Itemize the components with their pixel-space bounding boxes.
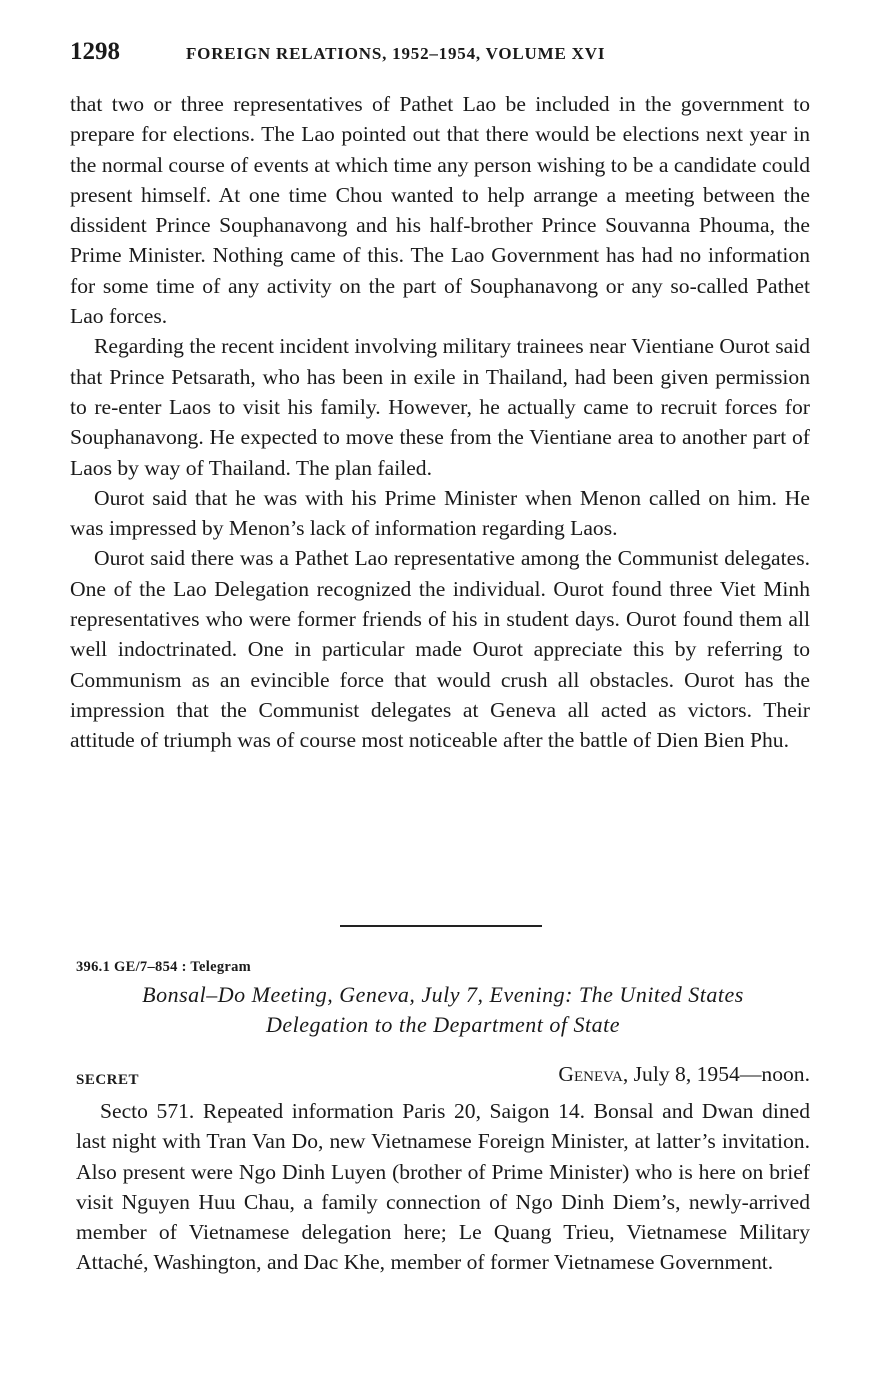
paragraph: Ourot said there was a Pathet Lao representative among the Communist delegates. One of the Lao Delegation recognized the individual. Ourot found three Viet Minh representatives who were former friends of his in student days. Ourot found them all well indoctrinated. One in particular made Ourot appreciate this by referring to Communism as an evincible force that would crush all obstacles. Ourot has the impression that the Communist delegates at Geneva all acted as victors. Their attitude of triumph was of course most noticeable after the battle of Dien Bien Phu. — [70, 546, 810, 753]
paragraph: Ourot said that he was with his Prime Minister when Menon called on him. He was impressed by Menon’s lack of information regarding Laos. — [70, 485, 810, 541]
section-divider — [340, 925, 542, 927]
paragraph: Secto 571. Repeated information Paris 20, Saigon 14. Bonsal and Dwan dined last night with Tran Van Do, new Vietnamese Foreign Minister, at latter’s invitation. Also present were Ngo Dinh Luyen (brother of Prime Minister) who is here on brief visit Nguyen Huu Chau, a family connection of Ngo Dinh Diem’s, newly-arrived member of Vietnamese delegation here; Le Quang Trieu, Vietnamese Military Attaché, Washington, and Dac Khe, member of former Vietnamese Government. — [76, 1099, 810, 1275]
page-number: 1298 — [70, 38, 120, 65]
dateline — [558, 1062, 810, 1087]
document-title-line-1: Bonsal–Do Meeting, Geneva, July 7, Evening: The United States — [142, 982, 744, 1007]
running-header — [70, 38, 810, 74]
body-text-continuation — [70, 89, 810, 756]
running-title: FOREIGN RELATIONS, 1952–1954, VOLUME XVI — [186, 44, 606, 63]
dateline-place: Geneva — [558, 1062, 623, 1086]
paragraph: that two or three representatives of Pathet Lao be included in the government to prepare for elections. The Lao pointed out that there would be elections next year in the normal course of events at which time any person wishing to be a candidate could present himself. At one time Chou wanted to help arrange a meeting between the dissident Prince Souphanavong and his half-brother Prince Souvanna Phouma, the Prime Minister. Nothing came of this. The Lao Government has had no information for some time of any activity on the part of Souphanavong or any so-called Pathet Lao forces. — [70, 92, 810, 329]
telegram-body — [76, 1096, 810, 1278]
paragraph: Regarding the recent incident involving military trainees near Vientiane Ourot said that Prince Petsarath, who has been in exile in Thailand, had been given permission to re-enter Laos to visit his family. However, he actually came to recruit forces for Souphanavong. He expected to move these from the Vientiane area to another part of Laos by way of Thailand. The plan failed. — [70, 334, 810, 480]
classification-label: SECRET — [76, 1072, 140, 1088]
file-reference: 396.1 GE/7–854 : Telegram — [76, 959, 252, 975]
document-title-line-2: Delegation to the Department of State — [266, 1012, 620, 1037]
document-title — [76, 980, 810, 1040]
dateline-date: , July 8, 1954—noon. — [622, 1062, 810, 1086]
